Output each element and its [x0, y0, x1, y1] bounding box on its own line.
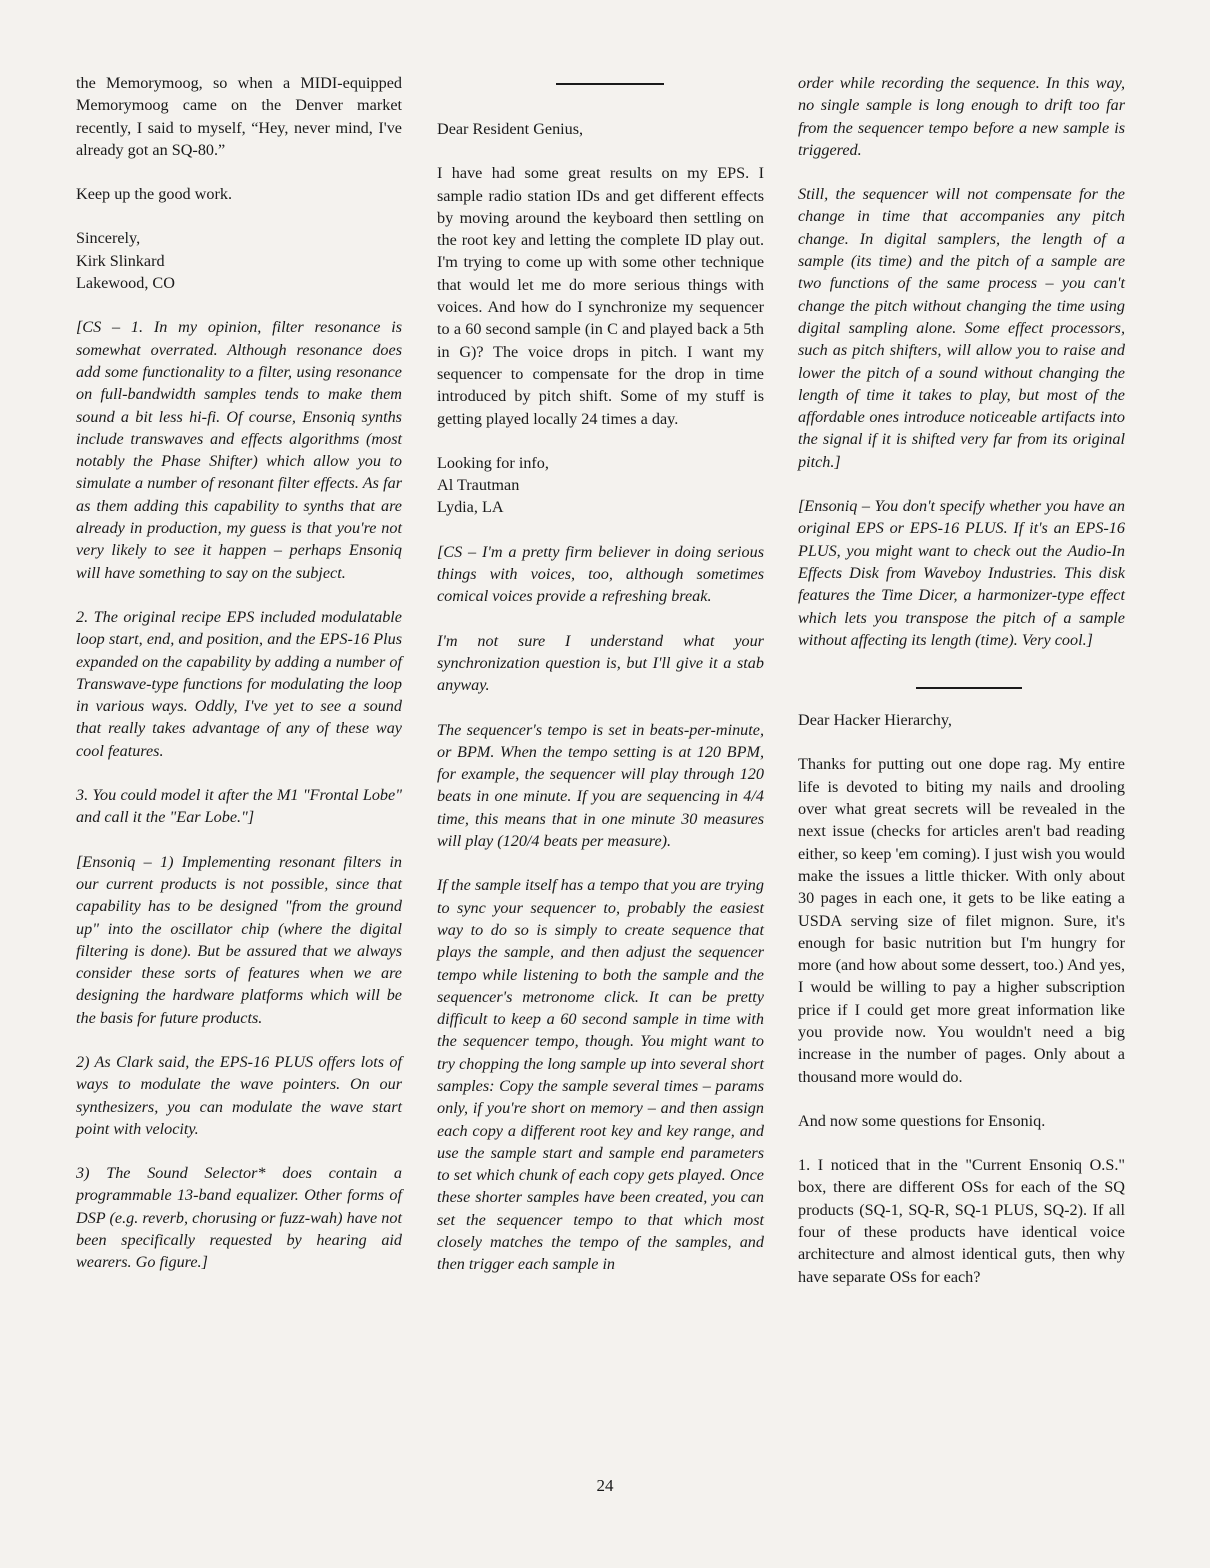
signature-line: Sincerely, — [76, 229, 141, 248]
page-number: 24 — [596, 1476, 614, 1495]
response-paragraph: [CS – I'm a pretty firm believer in doing serious things with voices, too, although sometimes comical voices provide a refreshing break. — [437, 542, 764, 606]
response-paragraph: Still, the sequencer will not compensate for the change in time that accompanies any pitch change. In digital samplers, the length of a sample (its time) and the pitch of a sample are two functions of the same process – you can't change the pitch without changing the time using digital sampling alone. Some effect processors, such as pitch shifters, will allow you to raise and lower the pitch of a sound without changing the length of time it takes to play, but most of the affordable ones introduce noticeable artifacts into the signal if it is shifted very far from its original pitch.] — [798, 185, 1125, 471]
signature-name: Al Trautman — [437, 476, 520, 495]
response-paragraph: 3. You could model it after the M1 "Frontal Lobe" and call it the "Ear Lobe."] — [76, 786, 402, 827]
letter-salutation: Dear Resident Genius, — [437, 120, 584, 138]
response-paragraph: If the sample itself has a tempo that you are trying to sync your sequencer to, probably the easiest way to do so is simply to create sequence that plays the sample, and then adjust the sequencer tempo while listening to both the sample and the sequencer's metronome click. It can be pretty difficult to keep a 60 second sample in time with the sequencer tempo, though. You might want to try chopping the long sample up into several short samples: Copy the sample several times – params only, if you're short on memory – and then assign each copy a different root key and key range, and use the sample start and sample end parameters to set which chunk of each copy gets played. Once these shorter samples have been created, you can set the sequencer tempo to that which most closely matches the tempo of the samples, and then trigger each sample in — [437, 876, 764, 1274]
response-paragraph: [Ensoniq – 1) Implementing resonant filters in our current products is not possible, since that capability has to be designed "from the ground up" into the oscillator chip (where the digital filtering is done). But be assured that we always consider these sorts of features when we are designing the hardware platforms which will be the basis for future products. — [76, 852, 402, 1027]
response-paragraph: 2. The original recipe EPS included modulatable loop start, end, and position, and the EPS-16 Plus expanded on the capability by adding a number of Transwave-type functions for modulating the loop in various ways. Oddly, I've yet to see a sound that really takes advantage of any of these way cool features. — [76, 607, 402, 760]
paragraph: And now some questions for Ensoniq. — [798, 1111, 1046, 1130]
response-paragraph: 2) As Clark said, the EPS-16 PLUS offers lots of ways to modulate the wave pointers. On our synthesizers, you can modulate the wave start point with velocity. — [76, 1052, 402, 1138]
response-paragraph: The sequencer's tempo is set in beats-per-minute, or BPM. When the tempo setting is at 120 BPM, for example, the sequencer will play through 120 beats in one minute. If you are sequencing in 4/4 time, this means that in one minute 30 measures will play (120/4 beats per measure). — [437, 720, 764, 851]
signature-line: Looking for info, — [437, 453, 549, 472]
response-paragraph: 3) The Sound Selector* does contain a programmable 13-band equalizer. Other forms of DSP (e.g. reverb, chorusing or fuzz-wah) have not been specifically requested by hearing aid wearers. Go figure.] — [76, 1164, 402, 1272]
column-1 — [76, 72, 402, 1296]
paragraph: Thanks for putting out one dope rag. My entire life is devoted to biting my nails and drooling over what great secrets will be revealed in the next issue (checks for articles aren't bad reading either, so keep 'em coming). I just wish you would make the issues a little thicker. With only about 30 pages in each one, it gets to be like eating a USDA serving size of filet mignon. Sure, it's enough for basic nutrition but I'm hungry for more (and how about some dessert, too.) And yes, I would be willing to pay a higher subscription price if I could get more great information like you provide now. You wouldn't need a big increase in the number of pages. Only about a thousand more would do. — [798, 755, 1125, 1086]
paragraph: 1. I noticed that in the "Current Ensoniq O.S." box, there are different OSs for each of the SQ products (SQ-1, SQ-R, SQ-1 PLUS, SQ-2). If all four of these products have identical voice architecture and almost identical guts, then why have separate OSs for each? — [798, 1156, 1125, 1286]
signature-location: Lakewood, CO — [76, 274, 175, 293]
paragraph: the Memorymoog, so when a MIDI-equipped Memorymoog came on the Denver market recently, I said to myself, “Hey, never mind, I've already got an SQ-80.” — [76, 74, 402, 159]
paragraph: Keep up the good work. — [76, 185, 232, 204]
signature-name: Kirk Slinkard — [76, 251, 165, 270]
response-paragraph: [Ensoniq – You don't specify whether you have an original EPS or EPS-16 PLUS. If it's an EPS-16 PLUS, you might want to check out the Audio-In Effects Disk from Waveboy Industries. This disk features the Time Dicer, a harmonizer-type effect which lets you transpose the pitch of a sample without affecting its length (time). Very cool.] — [798, 497, 1125, 649]
paragraph: I have had some great results on my EPS. I sample radio station IDs and get different effects by moving around the keyboard then settling on the root key and letting the complete ID play out. I'm trying to come up with some other technique that would let me do more serious things with voices. And how do I synchronize my sequencer to a 60 second sample (in C and played back a 5th in G)? The voice drops in pitch. I want my sequencer to compensate for the drop in time introduced by pitch shift. Some of my stuff is getting played locally 24 times a day. — [437, 164, 764, 428]
signature-block — [437, 452, 764, 519]
response-paragraph: I'm not sure I understand what your synchronization question is, but I'll give it a stab anyway. — [437, 631, 764, 695]
section-divider — [916, 687, 1022, 689]
section-divider — [556, 83, 664, 85]
signature-location: Lydia, LA — [437, 498, 504, 517]
response-paragraph: order while recording the sequence. In this way, no single sample is long enough to drift too far from the sequencer tempo before a new sample is triggered. — [798, 74, 1125, 159]
column-3 — [798, 72, 1125, 1310]
response-paragraph: [CS – 1. In my opinion, filter resonance is somewhat overrated. Although resonance does add some functionality to a filter, using resonance on full-bandwidth samples tends to make them sound a bit less hi-fi. Of course, Ensoniq synths include transwaves and effects algorithms (most notably the Phase Shifter) which allow you to simulate a number of resonant filter effects. As far as them adding this capability to synths that are already in production, my guess is that you're not very likely to see it happen – perhaps Ensoniq will have something to say on the subject. — [76, 318, 402, 582]
column-2 — [437, 118, 764, 1276]
signature-block — [76, 227, 402, 294]
letter-salutation: Dear Hacker Hierarchy, — [798, 711, 952, 730]
